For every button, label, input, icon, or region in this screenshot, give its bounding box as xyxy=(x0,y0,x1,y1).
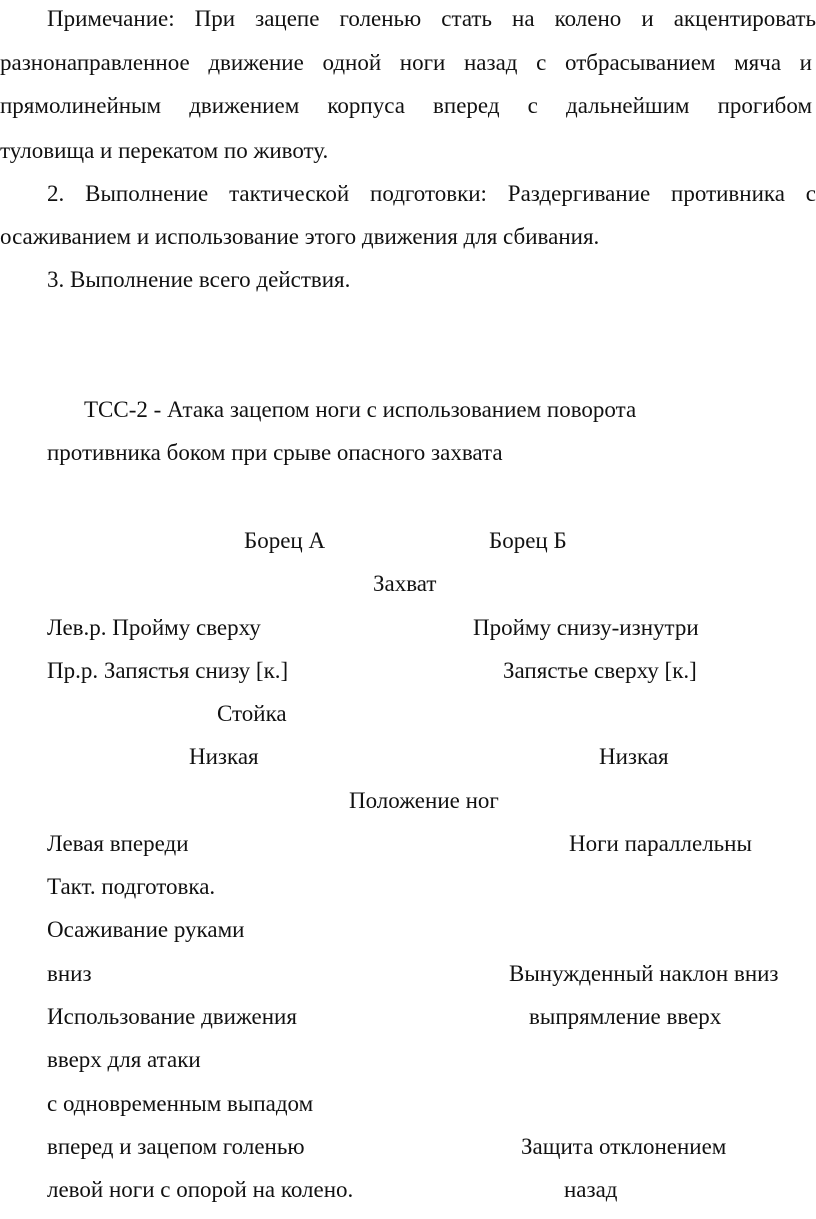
right-hand-b: Запястье сверху [к.] xyxy=(503,658,697,683)
right-hand-a: Пр.р. Запястья снизу [к.] xyxy=(47,658,289,683)
tactic-a-7: вперед и зацепом голенью xyxy=(47,1134,305,1159)
wrestler-b-header: Борец Б xyxy=(489,528,567,553)
feet-a: Левая впереди xyxy=(47,831,189,856)
stance-a: Низкая xyxy=(189,744,259,769)
left-hand-b: Пройму снизу-изнутри xyxy=(473,615,699,640)
item-2-line-1: 2. Выполнение тактической подготовки: Раздергивание противника с xyxy=(47,181,816,206)
tactic-b-3: Вынужденный наклон вниз xyxy=(509,961,779,986)
note-line-4: туловища и перекатом по животу. xyxy=(0,138,329,163)
tactic-a-3: вниз xyxy=(47,961,92,986)
tactic-a-8: левой ноги с опорой на колено. xyxy=(47,1177,354,1202)
wrestler-a-header: Борец А xyxy=(244,528,326,553)
section-title-line-2: противника боком при срыве опасного захвата xyxy=(47,440,503,465)
stance-b: Низкая xyxy=(599,744,669,769)
note-line-2: разнонаправленное движение одной ноги назад с отбрасыванием мяча и xyxy=(0,50,812,75)
section-title-line-1: ТСС-2 - Атака зацепом ноги с использованием поворота xyxy=(84,397,637,422)
feet-b: Ноги параллельны xyxy=(569,831,752,856)
item-2-line-2: осаживанием и использование этого движения для сбивания. xyxy=(0,224,600,249)
tactic-b-7: Защита отклонением xyxy=(521,1134,727,1159)
tactic-b-8: назад xyxy=(564,1177,618,1202)
tactic-a-2: Осаживание руками xyxy=(47,917,245,942)
tactic-a-6: с одновременным выпадом xyxy=(47,1091,314,1116)
tactic-a-5: вверх для атаки xyxy=(47,1047,201,1072)
left-hand-a: Лев.р. Пройму сверху xyxy=(47,615,261,640)
grip-header: Захват xyxy=(373,571,437,596)
feet-header: Положение ног xyxy=(349,788,499,813)
tactic-a-4: Использование движения xyxy=(47,1004,297,1029)
note-line-3: прямолинейным движением корпуса вперед с дальнейшим прогибом xyxy=(0,93,812,118)
tactic-a-1: Такт. подготовка. xyxy=(47,874,216,899)
stance-header: Стойка xyxy=(217,701,287,726)
item-3: 3. Выполнение всего действия. xyxy=(47,267,351,292)
tactic-b-4: выпрямление вверх xyxy=(529,1004,722,1029)
note-line-1: Примечание: При зацепе голенью стать на колено и акцентировать xyxy=(47,6,816,31)
